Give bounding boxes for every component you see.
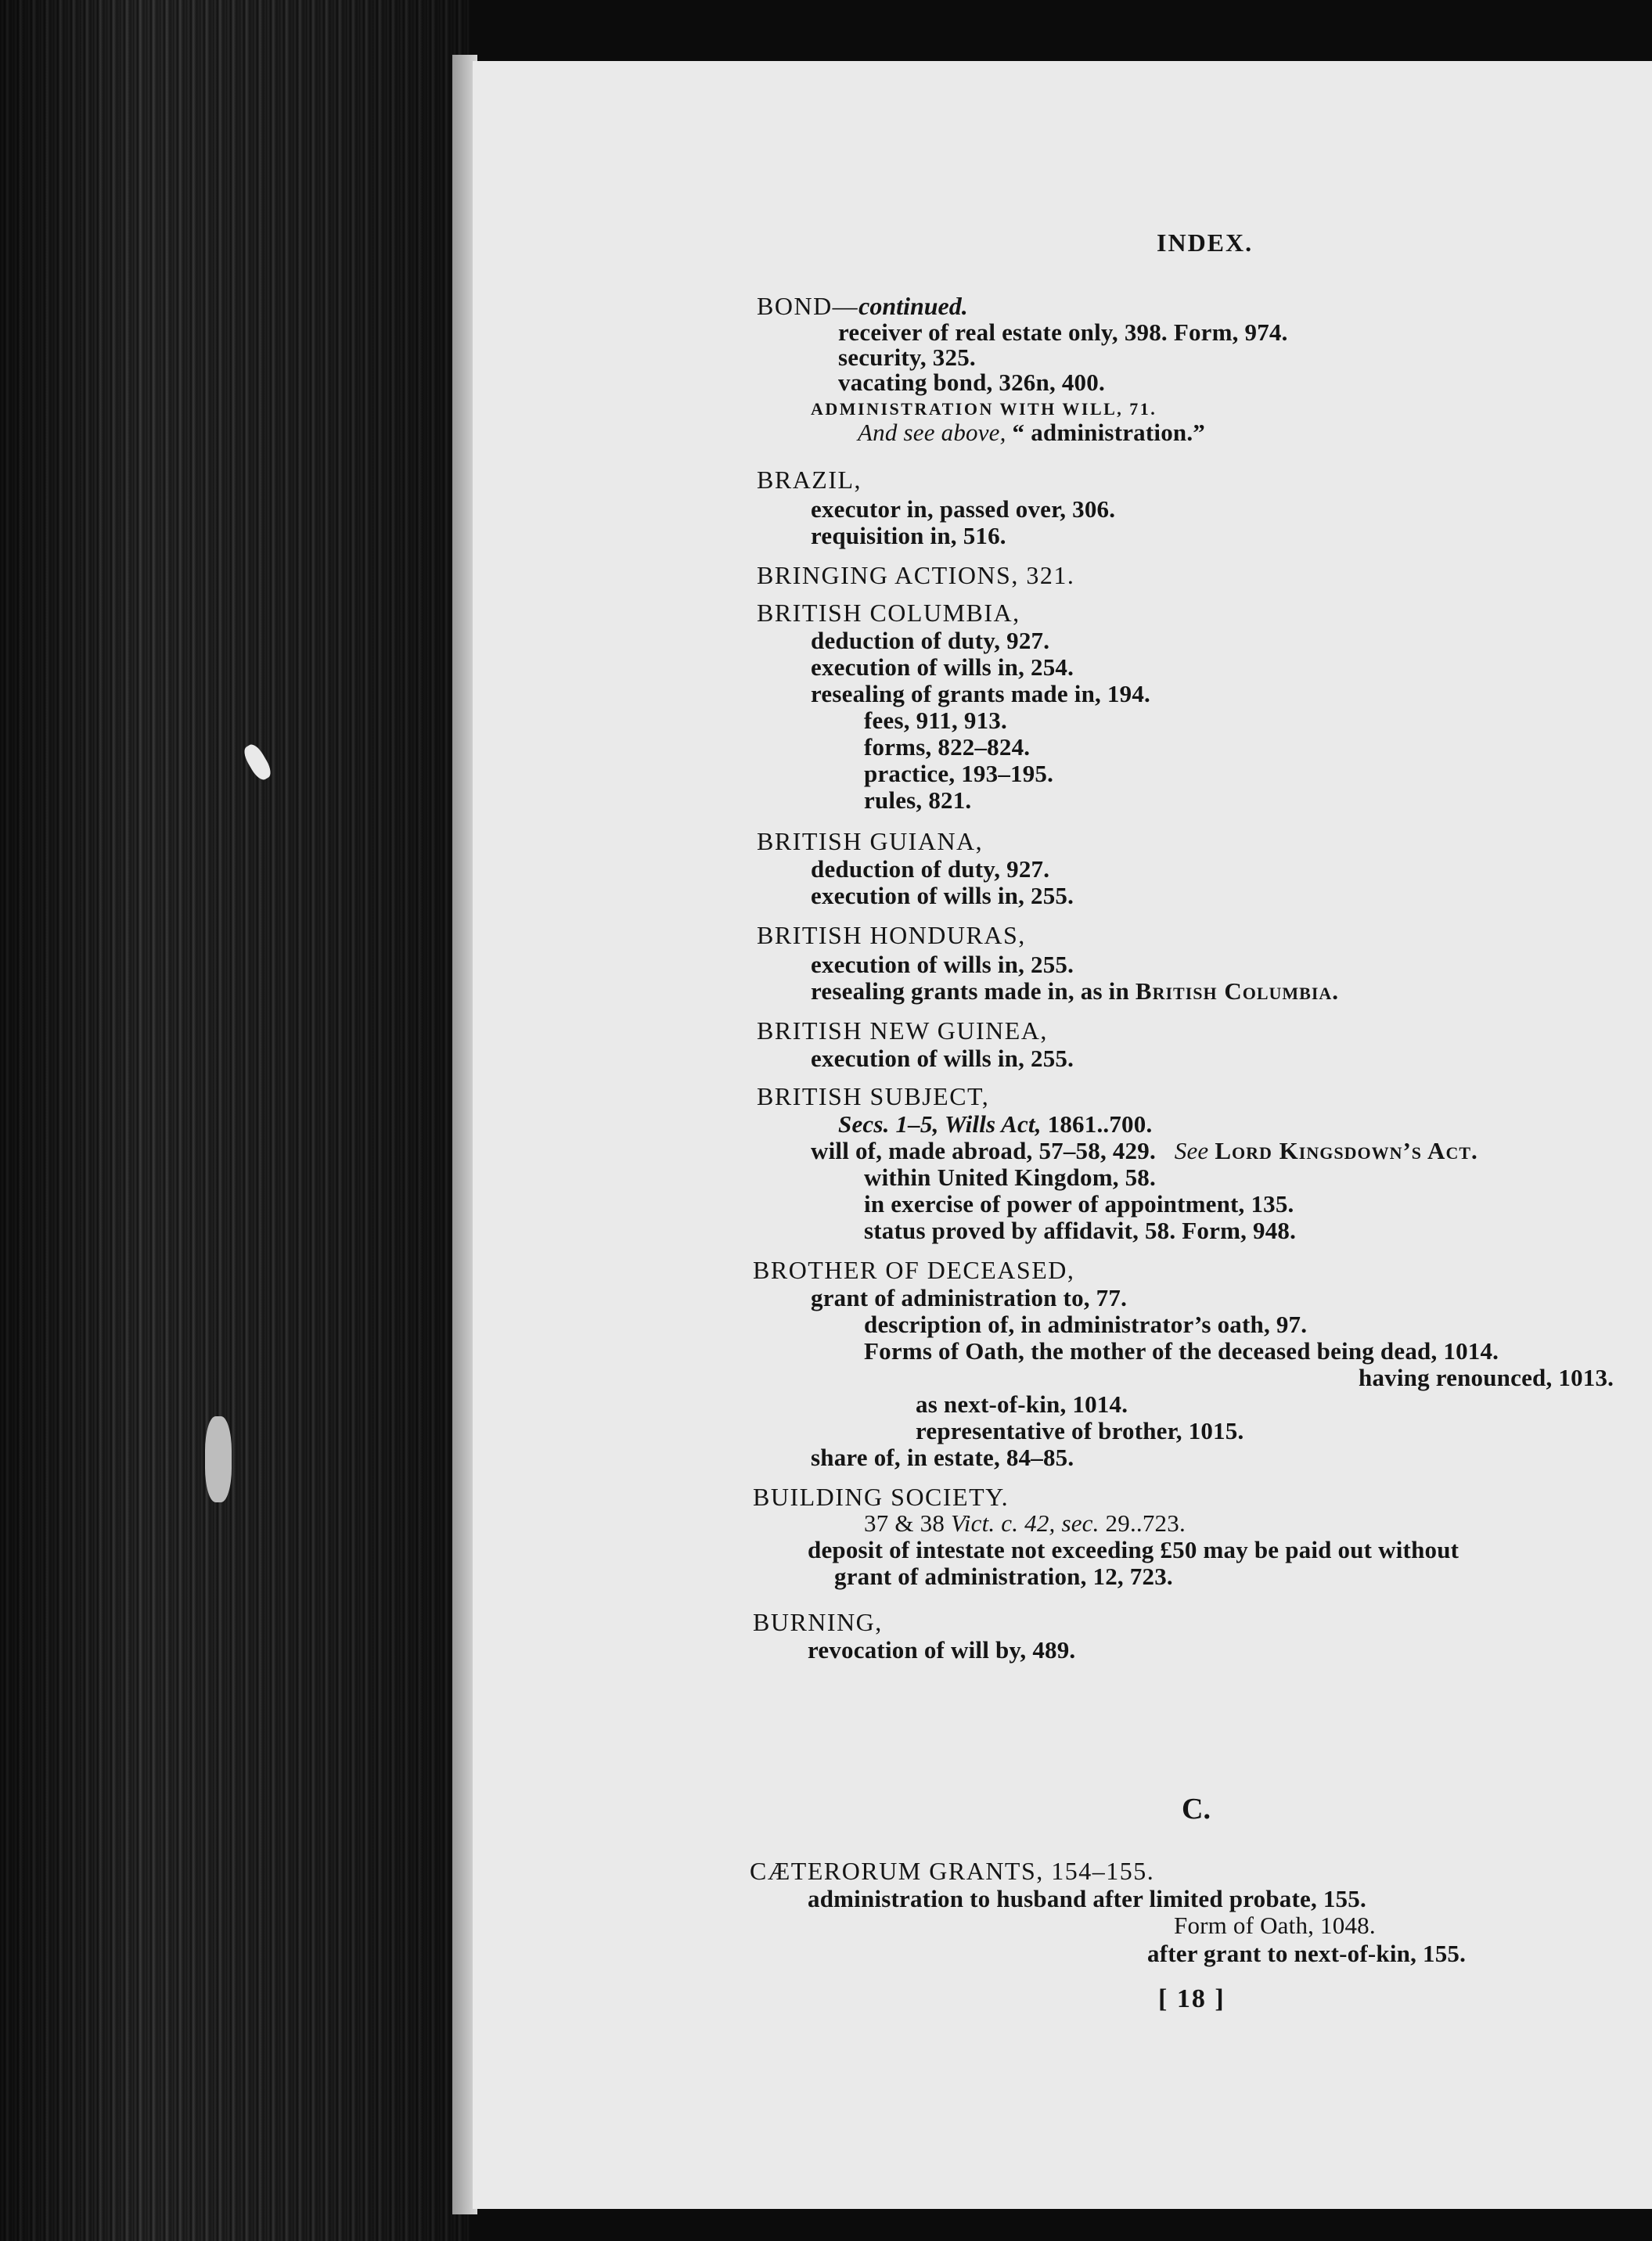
index-heading: BOND—continued. (757, 292, 968, 320)
index-subentry: requisition in, 516. (811, 522, 1006, 549)
index-subentry: having renounced, 1013. (1359, 1364, 1614, 1391)
index-subentry: forms, 822–824. (864, 733, 1031, 761)
index-subentry: description of, in administrator’s oath, 97. (864, 1311, 1308, 1338)
index-subentry: Secs. 1–5, Wills Act, 1861..700. (838, 1110, 1153, 1138)
section-letter: C. (1182, 1793, 1211, 1826)
index-subentry: representative of brother, 1015. (916, 1417, 1244, 1444)
index-subentry: execution of wills in, 255. (811, 951, 1074, 978)
index-heading: BRITISH COLUMBIA, (757, 599, 1020, 627)
index-subentry: grant of administration, 12, 723. (834, 1563, 1173, 1590)
running-head: INDEX. (1157, 228, 1254, 257)
index-subentry: administration to husband after limited probate, 155. (808, 1885, 1366, 1912)
index-subentry: execution of wills in, 254. (811, 653, 1074, 681)
index-subentry: security, 325. (838, 344, 976, 371)
index-heading: CÆTERORUM GRANTS, 154–155. (750, 1857, 1155, 1885)
index-heading: BRINGING ACTIONS, 321. (757, 561, 1075, 589)
book-page-edges (0, 0, 470, 2241)
index-heading: BURNING, (753, 1608, 883, 1636)
index-subentry: as next-of-kin, 1014. (916, 1390, 1128, 1418)
index-subentry: deduction of duty, 927. (811, 627, 1050, 654)
index-subentry: revocation of will by, 489. (808, 1636, 1076, 1664)
index-subentry: share of, in estate, 84–85. (811, 1444, 1074, 1471)
index-subentry: in exercise of power of appointment, 135. (864, 1190, 1294, 1218)
index-cross-reference: And see above, “ administration.” (858, 419, 1206, 446)
index-heading: BUILDING SOCIETY. (753, 1483, 1010, 1511)
index-subentry: after grant to next-of-kin, 155. (1147, 1940, 1467, 1967)
index-subentry: status proved by affidavit, 58. Form, 948. (864, 1217, 1297, 1244)
dust-speck (205, 1416, 232, 1502)
index-subentry: will of, made abroad, 57–58, 429. See Lord Kingsdown’s Act. (811, 1137, 1478, 1164)
index-subentry: rules, 821. (864, 786, 972, 814)
index-subentry: execution of wills in, 255. (811, 882, 1074, 909)
index-subentry: deduction of duty, 927. (811, 855, 1050, 883)
index-heading: BRITISH NEW GUINEA, (757, 1016, 1048, 1045)
index-subentry: Forms of Oath, the mother of the deceased being dead, 1014. (864, 1337, 1499, 1365)
index-heading: BROTHER OF DECEASED, (753, 1256, 1075, 1284)
index-page (473, 61, 1652, 2209)
index-subentry: practice, 193–195. (864, 760, 1054, 787)
index-heading: BRITISH HONDURAS, (757, 921, 1026, 949)
index-subentry: fees, 911, 913. (864, 707, 1007, 734)
index-heading: BRAZIL, (757, 466, 862, 494)
index-subentry: executor in, passed over, 306. (811, 495, 1116, 523)
page-number: [ 18 ] (1158, 1984, 1226, 2013)
index-subentry: ADMINISTRATION WITH WILL, 71. (811, 399, 1157, 419)
index-subentry: vacating bond, 326n, 400. (838, 369, 1105, 396)
index-subentry: Form of Oath, 1048. (1174, 1912, 1376, 1939)
index-heading: BRITISH GUIANA, (757, 827, 984, 855)
index-subentry: receiver of real estate only, 398. Form, 974. (838, 318, 1288, 346)
index-subentry: 37 & 38 Vict. c. 42, sec. 29..723. (864, 1509, 1186, 1537)
index-heading: BRITISH SUBJECT, (757, 1082, 990, 1110)
index-subentry: deposit of intestate not exceeding £50 may be paid out without (808, 1536, 1459, 1563)
index-subentry: execution of wills in, 255. (811, 1045, 1074, 1072)
index-subentry: within United Kingdom, 58. (864, 1164, 1156, 1191)
index-subentry: resealing grants made in, as in British Columbia. (811, 977, 1340, 1005)
index-subentry: grant of administration to, 77. (811, 1284, 1128, 1311)
index-subentry: resealing of grants made in, 194. (811, 680, 1150, 707)
